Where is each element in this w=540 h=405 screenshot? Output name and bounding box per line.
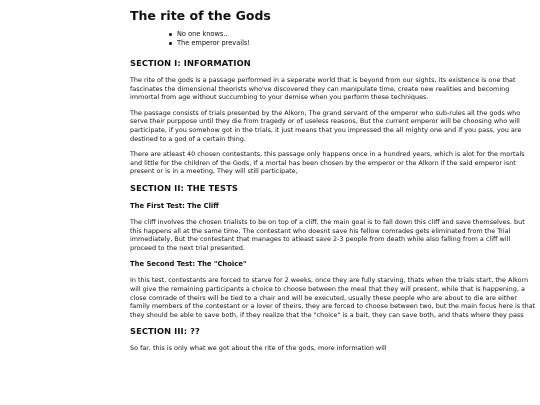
paragraph: The cliff involves the chosen trialists to be on top of a cliff, the main goal is to fall down this cliff and save themselves. but this happens all at the same time, The contestant who doesnt save his fellow comrades gets eliminated from the Trial immediately, But the contestant that manages to atleast save 2-3 people from death while also falling from a cliff will proceed to the next trial presented. [130,217,525,252]
paragraph: There are atleast 40 chosen contestants, this passage only happens once in a hundred years, which is alot for the mortals and little for the children of the Gods, If a mortal has been chosen by the emperor or the Alkorn if the said emperor isnt present or is in a meeting, They will still participate, [130,150,525,176]
paragraph: The rite of the gods is a passage performed in a seperate world that is beyond from our sights, its existence is one that fascinates the dimensional theorists who've discovered they can manipulate time, create new realities and becoming immortal from age without succumbing to your demise when you perform these techniques. [130,76,516,102]
section-heading-information: SECTION I: INFORMATION [130,58,251,68]
intro-bullet-list [130,30,540,48]
paragraph: In this test, contestants are forced to starve for 2 weeks, once they are fully starving, thats when the trials start, the Alkorn will give the remaining participants a choice to choose between the meal that they will present, while that is happening, a close comrade of theirs will be tied to a chair and will be executed, usually these people who are about to die are either family members of the contestant or a lover of theirs, they are forced to choose between two, but the main focus here is that they should be able to save both, if they realize that the "choice" is a bait, they can save both, and thats where they pass [130,276,536,319]
list-item: The emperor prevails! [177,39,540,48]
subheading-first-test: The First Test: The Cliff [130,201,219,210]
section-heading-unknown: SECTION III: ?? [130,326,200,337]
subheading-second-test: The Second Test: The "Choice" [130,260,247,269]
list-item: No one knows.. [177,30,540,39]
section-heading-tests: SECTION II: THE TESTS [130,182,238,193]
paragraph: The passage consists of trials presented by the Alkorn, The grand servant of the emperor who sub-rules all the gods who serve their purppose until they die from tragedy or of useless reasons, But the current emperor will be choosing who will participate, if you somehow got in the trials, it just means that you impressed the all mighty one and if you pass, you are destined to a god of a certain thing. [130,108,522,143]
document-page [130,0,540,353]
page-title: The rite of the Gods [130,8,271,23]
paragraph: So far, this is only what we got about the rite of the gods, more information will [130,344,387,353]
